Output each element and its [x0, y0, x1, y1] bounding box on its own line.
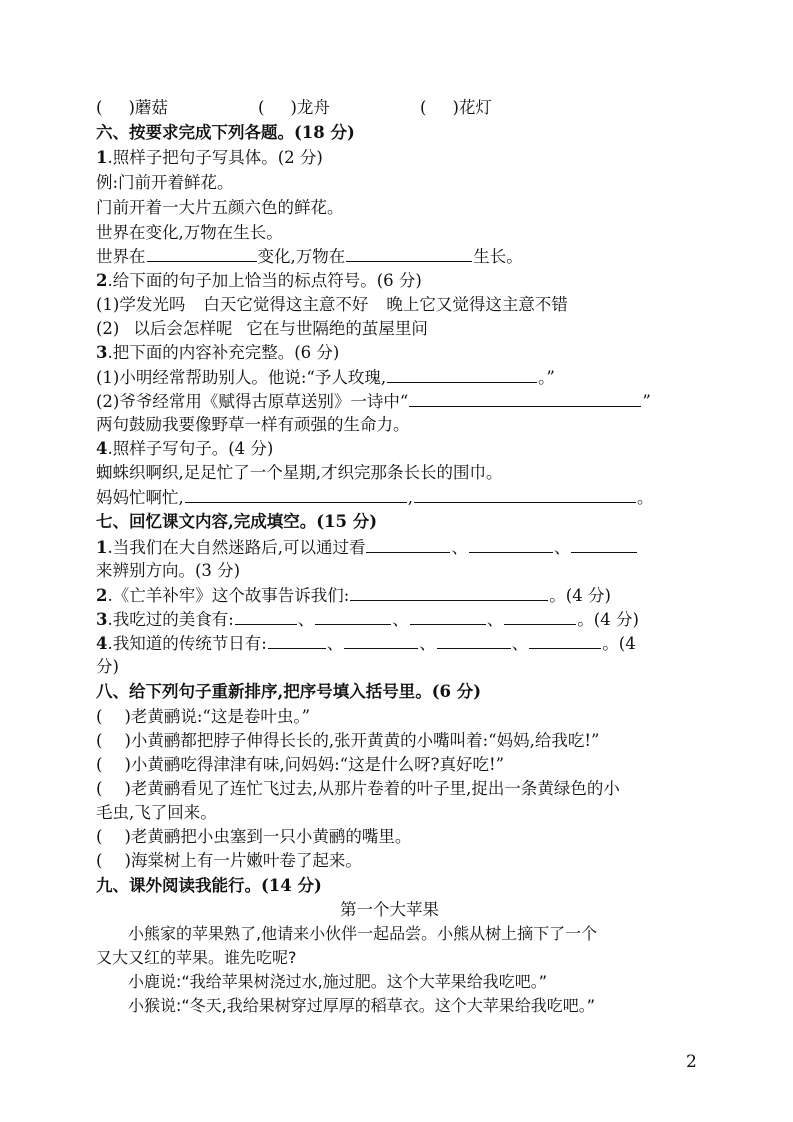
question-text: .当我们在大自然迷路后,可以通过看 — [107, 538, 366, 557]
sentence-part: (1)学发光吗 — [96, 295, 186, 314]
fill-text: , — [407, 488, 413, 507]
fill-text: 世界在 — [96, 247, 146, 266]
question-text: .我吃过的美食有: — [107, 610, 234, 629]
q6-3-line-3: 两句鼓励我要像野草一样有顽强的生命力。 — [96, 415, 410, 434]
blank-2[interactable] — [414, 486, 636, 503]
paren-open: ( — [96, 707, 103, 726]
q6-3-prompt — [96, 342, 339, 364]
item-dragon-boat: )龙舟 — [290, 98, 330, 117]
blank-poem[interactable] — [409, 390, 641, 407]
q6-1-prompt — [96, 147, 323, 169]
item-text: )老黄鹂把小虫塞到一只小黄鹂的嘴里。 — [124, 827, 412, 846]
question-number: 4 — [96, 634, 108, 653]
paren-open: ( — [96, 851, 103, 870]
page-number: 2 — [686, 1052, 697, 1072]
ordering-item — [96, 730, 599, 752]
item-text: )海棠树上有一片嫩叶卷了起来。 — [124, 851, 362, 870]
blank-1[interactable] — [366, 536, 450, 553]
paren-open: ( — [96, 98, 103, 117]
question-text: .我知道的传统节日有: — [107, 634, 267, 653]
story-title: 第一个大苹果 — [340, 900, 439, 919]
blank-rose[interactable] — [387, 366, 537, 383]
ordering-item — [96, 754, 504, 776]
blank-2[interactable] — [344, 632, 418, 649]
sentence-part: (1)小明经常帮助别人。他说:“予人玫瑰, — [96, 368, 387, 387]
question-number: 1 — [96, 148, 108, 167]
separator: 、 — [486, 610, 504, 629]
question-text: .把下面的内容补充完整。(6 分) — [107, 343, 340, 362]
separator: 、 — [553, 538, 571, 557]
separator: 、 — [511, 634, 529, 653]
section-8-title: 八、给下列句子重新排序,把序号填入括号里。(6 分) — [96, 682, 482, 701]
sentence-part: (2) — [96, 319, 120, 338]
sentence-part: 。” — [538, 368, 555, 387]
ordering-item — [96, 706, 310, 728]
question-text: .照样子写句子。(4 分) — [107, 439, 274, 458]
item-text: )老黄鹂说:“这是卷叶虫。” — [124, 707, 311, 726]
item-text: )小黄鹂吃得津津有味,问妈妈:“这是什么呀?真好吃!” — [124, 755, 505, 774]
sentence-part: 白天它觉得这主意不好 — [203, 295, 369, 314]
paren-open: ( — [96, 755, 103, 774]
blank-3[interactable] — [410, 608, 486, 625]
question-number: 2 — [96, 271, 108, 290]
q7-4-cont: 分) — [96, 657, 119, 676]
story-paragraph-2: 小鹿说:“我给苹果树浇过水,施过肥。这个大苹果给我吃吧。” — [128, 972, 548, 991]
fill-text: 变化,万物在 — [257, 247, 346, 266]
separator: 、 — [392, 610, 409, 629]
item-text: )老黄鹂看见了连忙飞过去,从那片卷着的叶子里,捉出一条黄绿色的小 — [124, 779, 620, 798]
blank-1[interactable] — [147, 245, 257, 262]
q6-1-example-full: 门前开着一大片五颜六色的鲜花。 — [96, 198, 344, 217]
q6-4-example: 蜘蛛织啊织,足足忙了一个星期,才织完那条长长的围巾。 — [96, 463, 503, 482]
story-paragraph-1-line-2: 又大又红的苹果。谁先吃呢? — [96, 948, 297, 967]
q6-1-sentence: 世界在变化,万物在生长。 — [96, 223, 283, 242]
sentence-part: (2)爷爷经常用《赋得古原草送别》一诗中“ — [96, 392, 409, 411]
q6-3-line-2 — [96, 390, 651, 413]
q6-2-prompt — [96, 270, 422, 292]
ordering-item-cont: 毛虫,飞了回来。 — [96, 803, 217, 822]
blank-1[interactable] — [235, 608, 297, 625]
answer-row-items — [96, 97, 168, 119]
separator: 、 — [451, 538, 468, 557]
question-number: 3 — [96, 343, 108, 362]
sentence-part: 晚上它又觉得这主意不错 — [386, 295, 568, 314]
section-9-title: 九、课外阅读我能行。(14 分) — [96, 876, 322, 895]
item-lantern: )花灯 — [452, 98, 492, 117]
blank-3[interactable] — [437, 632, 511, 649]
blank-4[interactable] — [504, 608, 576, 625]
blank-1[interactable] — [268, 632, 326, 649]
q6-2-line-1 — [96, 294, 568, 316]
blank-3[interactable] — [571, 536, 637, 553]
q6-1-fill — [96, 245, 523, 268]
q7-1-cont: 来辨别方向。(3 分) — [96, 561, 241, 580]
question-text: .照样子把句子写具体。(2 分) — [107, 148, 323, 167]
blank-lesson[interactable] — [350, 584, 548, 601]
question-number: 3 — [96, 610, 108, 629]
blank-2[interactable] — [469, 536, 553, 553]
q7-3 — [96, 608, 639, 631]
question-number: 4 — [96, 439, 108, 458]
q7-2 — [96, 584, 611, 607]
points: 。(4 — [602, 634, 636, 653]
q6-1-example: 例:门前开着鲜花。 — [96, 173, 234, 192]
sentence-part: ” — [642, 392, 651, 411]
q7-4 — [96, 632, 636, 655]
paren-open: ( — [96, 731, 103, 750]
points: 。(4 分) — [549, 586, 611, 605]
question-text: .给下面的句子加上恰当的标点符号。(6 分) — [107, 271, 422, 290]
question-text: .《亡羊补牢》这个故事告诉我们: — [107, 586, 350, 605]
separator: 、 — [297, 610, 315, 629]
fill-text: 妈妈忙啊忙, — [96, 488, 184, 507]
question-number: 1 — [96, 538, 108, 557]
q6-4-prompt — [96, 438, 273, 460]
q6-4-fill — [96, 486, 654, 509]
question-number: 2 — [96, 586, 108, 605]
separator: 、 — [326, 634, 344, 653]
story-paragraph-3: 小猴说:“冬天,我给果树穿过厚厚的稻草衣。这个大苹果给我吃吧。” — [128, 996, 596, 1015]
section-7-title: 七、回忆课文内容,完成填空。(15 分) — [96, 512, 378, 531]
fill-text: 。 — [637, 488, 654, 507]
blank-2[interactable] — [346, 245, 472, 262]
paren-open: ( — [420, 98, 427, 117]
q7-1 — [96, 536, 638, 559]
story-paragraph-1-line-1: 小熊家的苹果熟了,他请来小伙伴一起品尝。小熊从树上摘下了一个 — [128, 924, 598, 943]
points: 。(4 分) — [577, 610, 639, 629]
blank-1[interactable] — [185, 486, 407, 503]
ordering-item — [96, 826, 411, 848]
sentence-part: 以后会怎样呢 — [133, 319, 233, 338]
item-mushroom: )蘑菇 — [128, 98, 168, 117]
paren-open: ( — [96, 779, 103, 798]
answer-row-item3 — [420, 97, 492, 119]
fill-text: 生长。 — [473, 247, 523, 266]
section-6-title: 六、按要求完成下列各题。(18 分) — [96, 123, 355, 142]
sentence-part: 它在与世隔绝的茧屋里问 — [246, 319, 428, 338]
paren-open: ( — [96, 827, 103, 846]
ordering-item — [96, 850, 362, 872]
separator: 、 — [419, 634, 436, 653]
item-text: )小黄鹂都把脖子伸得长长的,张开黄黄的小嘴叫着:“妈妈,给我吃!” — [124, 731, 600, 750]
paren-open: ( — [258, 98, 265, 117]
q6-3-line-1 — [96, 366, 555, 389]
blank-2[interactable] — [315, 608, 391, 625]
ordering-item — [96, 778, 620, 800]
blank-4[interactable] — [529, 632, 601, 649]
q6-2-line-2 — [96, 318, 428, 340]
answer-row-item2 — [258, 97, 330, 119]
